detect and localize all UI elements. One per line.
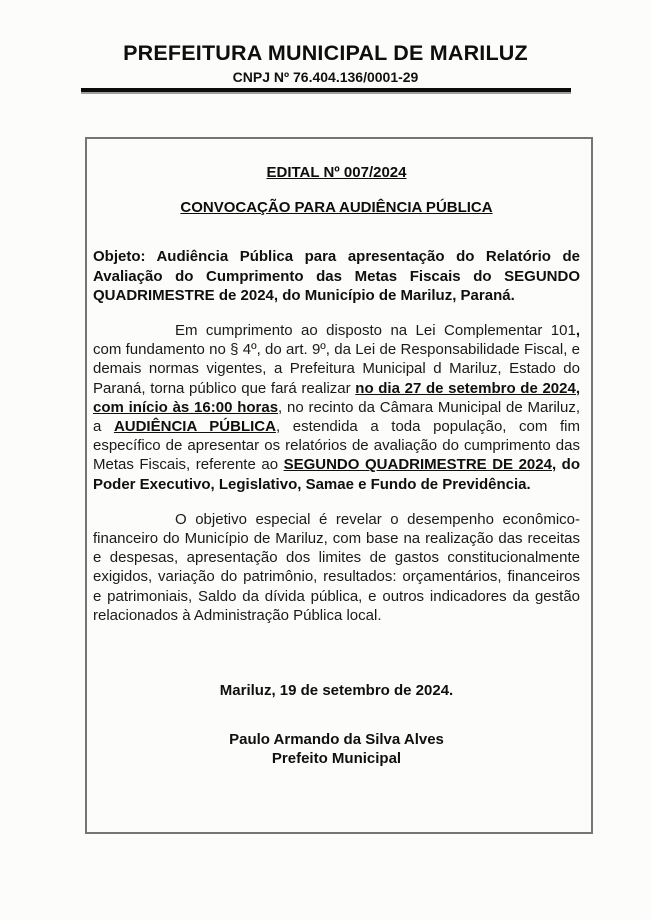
edital-subtitle: CONVOCAÇÃO PARA AUDIÊNCIA PÚBLICA [180, 199, 493, 217]
convocation-segment-comma: , [575, 322, 580, 340]
date-line: Mariluz, 19 de setembro de 2024. [219, 682, 454, 700]
header-rule [81, 88, 571, 94]
convocation-segment-intro: Em cumprimento ao disposto na Lei Complementar 101 [175, 322, 576, 340]
objective-paragraph: O objetivo especial é revelar o desempenho econômico-financeiro do Município de Mariluz, com base na realização das receitas e despesas, apresentação dos limites de gastos constitucionalmente exigidos, variação do patrimônio, resultados: orçamentários, financeiros e patrimoniais, Saldo da dívida pública, e outros indicadores da gestão relacionados à Administração Pública local. [93, 510, 580, 624]
letterhead [0, 0, 651, 94]
convocation-segment-audiencia: AUDIÊNCIA PÚBLICA [113, 418, 276, 436]
convocation-segment-legal: com fundamento no § 4º, do art. 9º, da Lei de Responsabilidade Fiscal, e demais normas vigentes, a Prefeitura Municipal d Mariluz, Estado do Paraná, torna público que fará realizar [93, 341, 580, 397]
signature-name: Paulo Armando da Silva Alves [229, 731, 444, 749]
cnpj-line: CNPJ Nº 76.404.136/0001-29 [232, 69, 419, 85]
signature-title: Prefeito Municipal [271, 750, 402, 768]
convocation-segment-purpose: , estendida a toda população, com fim específico de apresentar os relatórios de avaliação do cumprimento das Metas Fiscais, referente ao [93, 418, 580, 474]
signature-block [93, 730, 580, 768]
convocation-segment-quadrimestre: SEGUNDO QUADRIMESTRE DE 2024 [283, 456, 552, 474]
convocation-paragraph [93, 321, 580, 494]
convocation-segment-poderes: , do Poder Executivo, Legislativo, Samae e Fundo de Previdência. [93, 456, 580, 493]
municipality-title: PREFEITURA MUNICIPAL DE MARILUZ [123, 41, 528, 65]
convocation-segment-datetime: no dia 27 de setembro de 2024, com início às 16:00 horas [93, 379, 580, 416]
objeto-paragraph: Objeto: Audiência Pública para apresentação do Relatório de Avaliação do Cumprimento das Metas Fiscais do SEGUNDO QUADRIMESTRE de 2024, do Município de Mariluz, Paraná. [93, 248, 580, 304]
convocation-segment-venue: , no recinto da Câmara Municipal de Mariluz, a [93, 398, 580, 436]
edital-box [85, 137, 593, 834]
edital-number-title: EDITAL Nº 007/2024 [266, 164, 407, 181]
